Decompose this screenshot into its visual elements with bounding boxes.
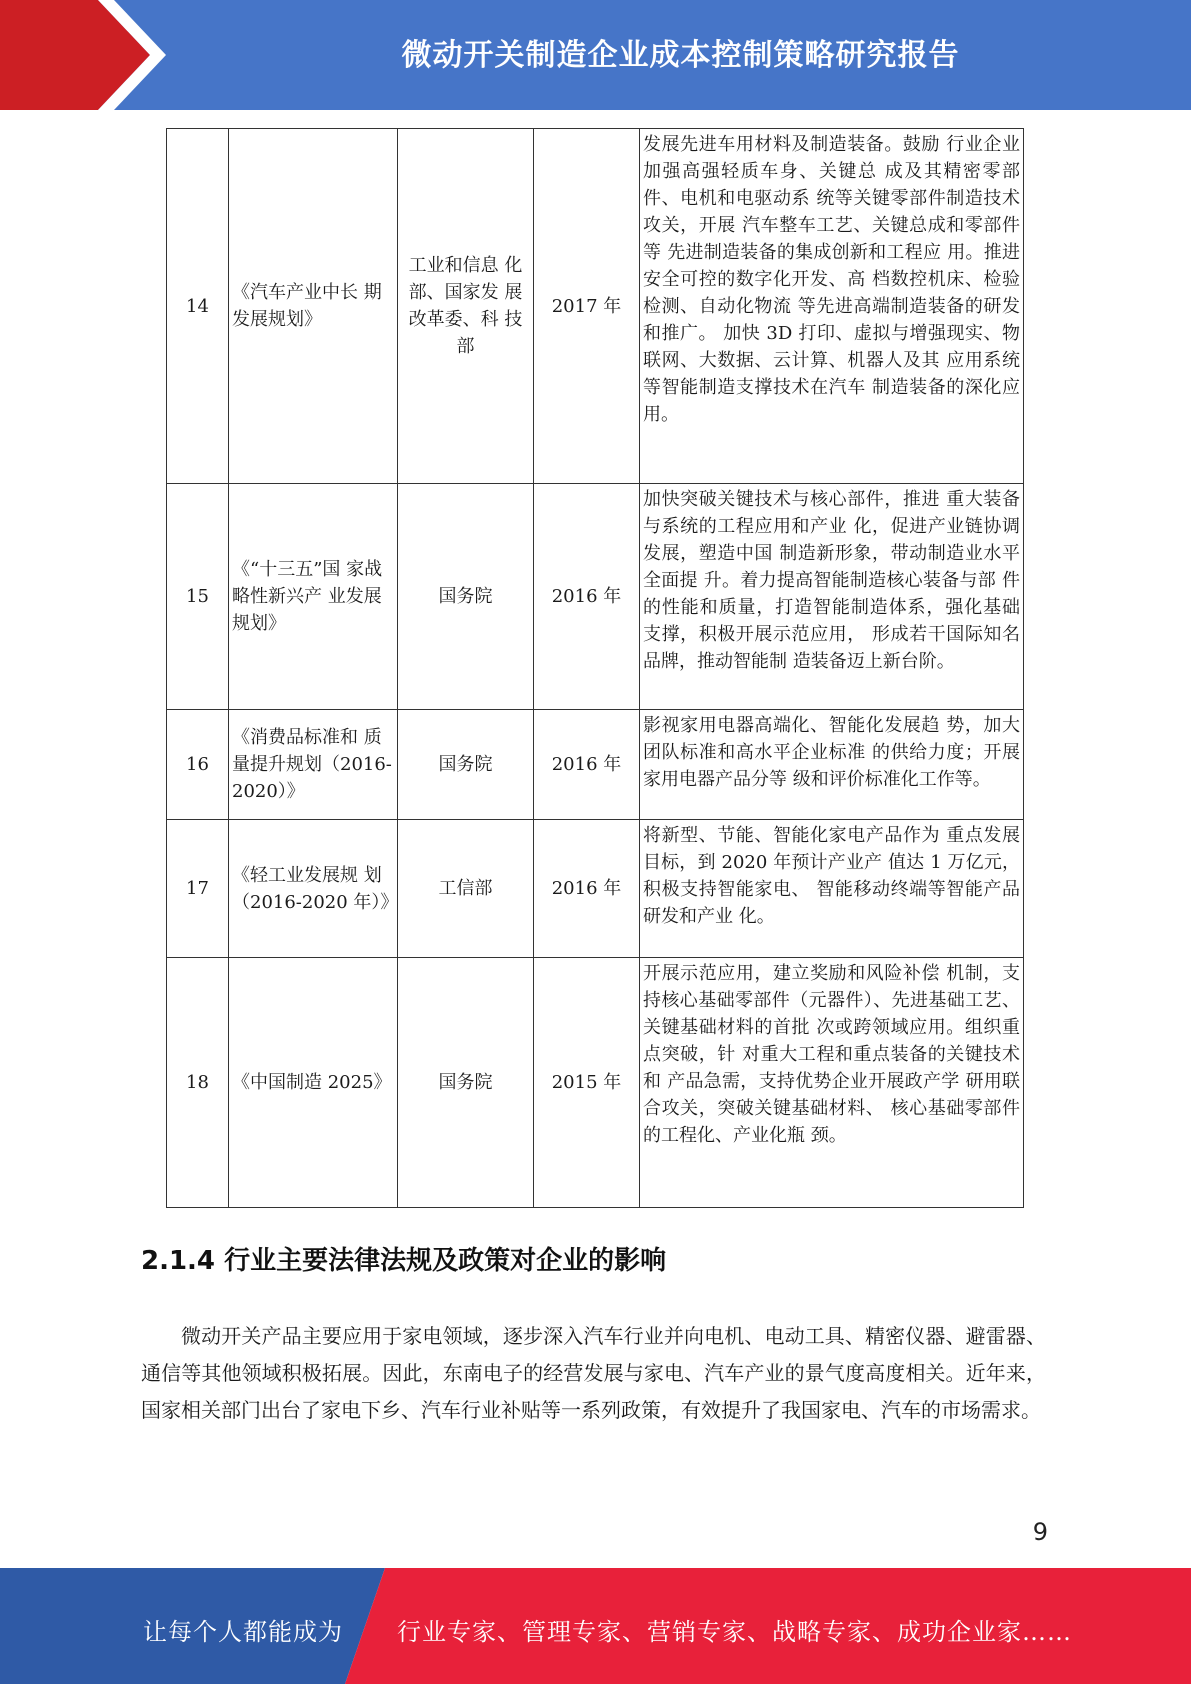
footer-slogan-left: 让每个人都能成为 [143, 1618, 343, 1646]
row-number: 16 [167, 710, 229, 820]
body-paragraph: 微动开关产品主要应用于家电领域，逐步深入汽车行业并向电机、电动工具、精密仪器、避雷器、通信等其他领域积极拓展。因此，东南电子的经营发展与家电、汽车产业的景气度高度相关。近年来，国家相关部门出台了家电下乡、汽车行业补贴等一系列政策，有效提升了我国家电、汽车的市场需求。 [141, 1324, 1046, 1422]
issue-year: 2016 年 [534, 710, 640, 820]
issuing-department: 工信部 [398, 820, 534, 958]
issue-year: 2017 年 [534, 129, 640, 484]
table-row [167, 958, 1024, 1208]
policy-name: 《中国制造 2025》 [229, 958, 398, 1208]
row-number: 17 [167, 820, 229, 958]
policy-name: 《轻工业发展规 划（2016-2020 年）》 [229, 820, 398, 958]
policy-table [166, 128, 1024, 1208]
policy-content: 影视家用电器高端化、智能化发展趋 势，加大团队标准和高水平企业标准 的供给力度；开展家用电器产品分等 级和评价标准化工作等。 [640, 710, 1024, 820]
issuing-department: 工业和信息 化部、国家发 展改革委、科 技部 [398, 129, 534, 484]
policy-content: 将新型、节能、智能化家电产品作为 重点发展目标，到 2020 年预计产业产 值达 1 万亿元，积极支持智能家电、 智能移动终端等智能产品研发和产业 化。 [640, 820, 1024, 958]
page-number: 9 [1032, 1518, 1048, 1546]
report-title: 微动开关制造企业成本控制策略研究报告 [401, 38, 960, 73]
page-header [0, 0, 1191, 110]
table-row [167, 129, 1024, 484]
policy-content: 发展先进车用材料及制造装备。鼓励 行业企业加强高强轻质车身、关键总 成及其精密零部件、电机和电驱动系 统等关键零部件制造技术攻关，开展 汽车整车工艺、关键总成和零部件等 先进制造装备的集成创新和工程应 用。推进安全可控的数字化开发、高 档数控机床、检验检测、自动化物流 等先进高端制造装备的研发和推广。 加快 3D 打印、虚拟与增强现实、物 联网、大数据、云计算、机器人及其 应用系统等智能制造支撑技术在汽车 制造装备的深化应用。 [640, 129, 1024, 484]
row-number: 18 [167, 958, 229, 1208]
row-number: 15 [167, 484, 229, 710]
issue-year: 2016 年 [534, 820, 640, 958]
table-row [167, 484, 1024, 710]
issue-year: 2015 年 [534, 958, 640, 1208]
table-row [167, 710, 1024, 820]
policy-name: 《汽车产业中长 期发展规划》 [229, 129, 398, 484]
issuing-department: 国务院 [398, 958, 534, 1208]
issuing-department: 国务院 [398, 710, 534, 820]
footer-slogan-right: 行业专家、管理专家、营销专家、战略专家、成功企业家…… [397, 1618, 1072, 1646]
row-number: 14 [167, 129, 229, 484]
policy-content: 加快突破关键技术与核心部件，推进 重大装备与系统的工程应用和产业 化，促进产业链协调发展，塑造中国 制造新形象，带动制造业水平全面提 升。着力提高智能制造核心装备与部 件的性能和质量，打造智能制造体系，强化基础支撑，积极开展示范应用， 形成若干国际知名品牌，推动智能制 造装备迈上新台阶。 [640, 484, 1024, 710]
policy-name: 《“十三五”国 家战略性新兴产 业发展规划》 [229, 484, 398, 710]
policy-name: 《消费品标准和 质量提升规划（2016-2020）》 [229, 710, 398, 820]
policy-content: 开展示范应用，建立奖励和风险补偿 机制，支持核心基础零部件（元器件）、先进基础工艺、关键基础材料的首批 次或跨领域应用。组织重点突破，针 对重大工程和重点装备的关键技术和 产品急需，支持优势企业开展政产学 研用联合攻关，突破关键基础材料、 核心基础零部件的工程化、产业化瓶 颈。 [640, 958, 1024, 1208]
issuing-department: 国务院 [398, 484, 534, 710]
page-footer [0, 1568, 1191, 1684]
table-row [167, 820, 1024, 958]
section-heading: 2.1.4 行业主要法律法规及政策对企业的影响 [141, 1246, 667, 1276]
issue-year: 2016 年 [534, 484, 640, 710]
